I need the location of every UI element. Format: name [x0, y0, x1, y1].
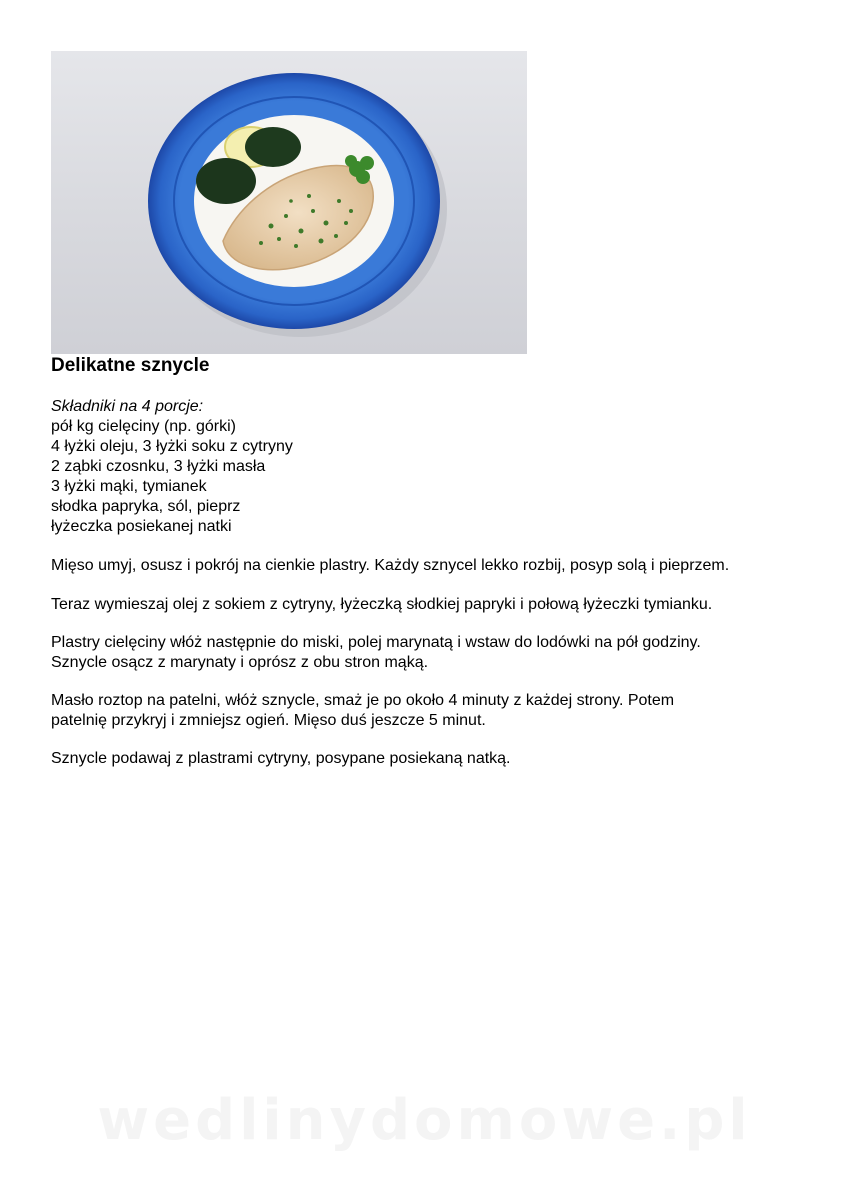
ingredient-item: łyżeczka posiekanej natki — [51, 518, 232, 535]
ingredient-item: 3 łyżki mąki, tymianek — [51, 478, 207, 495]
ingredient-item: pół kg cielęciny (np. górki) — [51, 418, 236, 435]
spinach-top — [245, 127, 301, 167]
recipe-title: Delikatne sznycle — [51, 355, 210, 376]
ingredient-item: 2 ząbki czosnku, 3 łyżki masła — [51, 458, 266, 475]
step-line: patelnię przykryj i zmniejsz ogień. Mięso duś jeszcze 5 minut. — [51, 712, 486, 729]
spinach-left — [196, 158, 256, 204]
step-line: Masło roztop na patelni, włóż sznycle, smaż je po około 4 minuty z każdej strony. Potem — [51, 692, 675, 709]
ingredients-block — [51, 397, 293, 537]
step-line: Mięso umyj, osusz i pokrój na cienkie plastry. Każdy sznycel lekko rozbij, posyp solą i pieprzem. — [51, 557, 730, 574]
step-line: Teraz wymieszaj olej z sokiem z cytryny, łyżeczką słodkiej papryki i połową łyżeczki tymianku. — [51, 596, 713, 613]
step-paragraph-2 — [51, 595, 811, 615]
site-watermark: wedlinydomowe.pl — [97, 1088, 752, 1153]
step-paragraph-3 — [51, 633, 811, 673]
step-paragraph-5 — [51, 749, 811, 769]
step-paragraph-1 — [51, 556, 811, 576]
step-paragraph-4 — [51, 691, 811, 731]
step-line: Sznycle podawaj z plastrami cytryny, posypane posiekaną natką. — [51, 750, 511, 767]
step-line: Plastry cielęciny włóż następnie do miski, polej marynatą i wstaw do lodówki na pół godziny. — [51, 634, 701, 651]
ingredient-item: słodka papryka, sól, pieprz — [51, 498, 241, 515]
ingredient-item: 4 łyżki oleju, 3 łyżki soku z cytryny — [51, 438, 293, 455]
dish-photo — [51, 51, 527, 354]
ingredients-heading: Składniki na 4 porcje: — [51, 398, 204, 415]
step-line: Sznycle osącz z marynaty i oprósz z obu stron mąką. — [51, 654, 429, 671]
plate-illustration — [51, 51, 527, 354]
